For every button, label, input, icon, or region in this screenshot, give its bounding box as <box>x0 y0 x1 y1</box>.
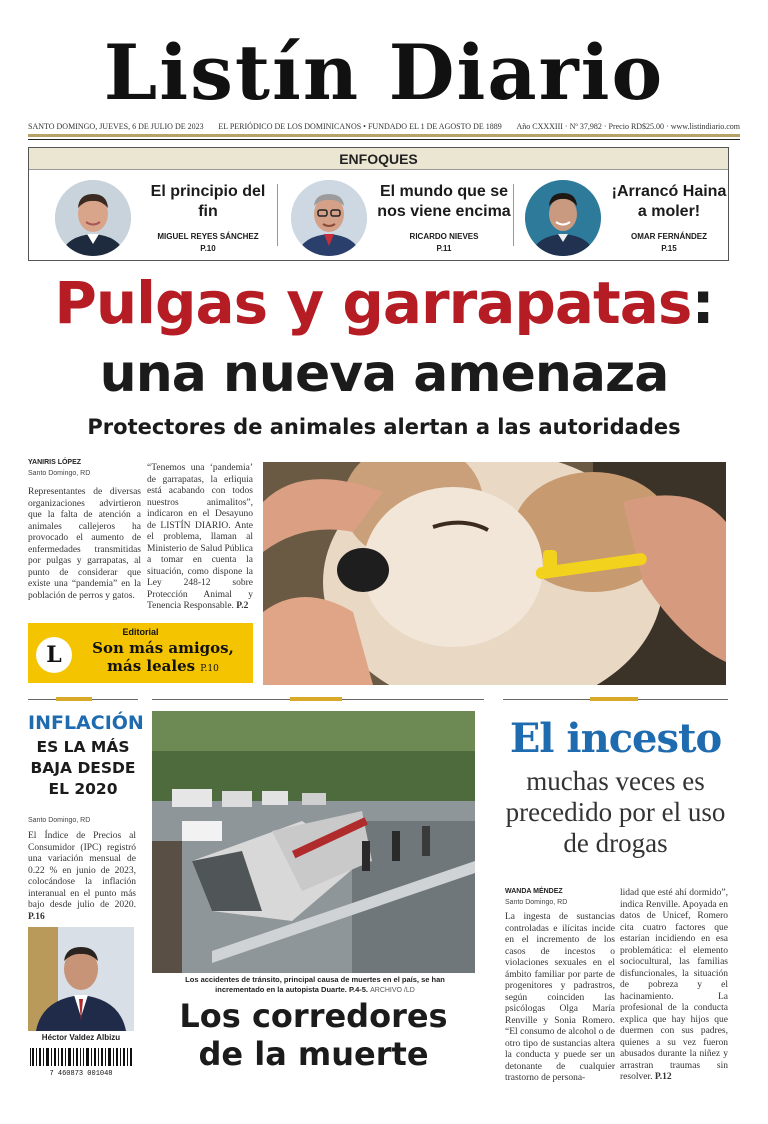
enfoque-column-1[interactable] <box>55 170 275 260</box>
lead-page-ref[interactable]: P.2 <box>236 601 249 611</box>
inflation-body-text: El Índice de Precios al Consumidor (IPC) registró una variación mensual de 0.22 % en junio de 2023, colocándose la inflación interanual en el punto más bajo desde julio de 2020. <box>28 831 136 910</box>
column-divider <box>513 184 514 246</box>
accident-photo <box>152 711 475 973</box>
section-accent <box>56 697 92 701</box>
hector-photo <box>28 927 134 1031</box>
barcode-number: 7 460873 001048 <box>49 1070 113 1078</box>
column-divider <box>277 184 278 246</box>
issue-date: SANTO DOMINGO, JUEVES, 6 DE JULIO DE 2023 <box>28 121 204 131</box>
masthead-rule <box>28 134 740 137</box>
masthead-title: Listín Diario <box>103 28 665 117</box>
incest-headline-blue[interactable]: El incesto <box>509 715 722 762</box>
avatar <box>291 180 367 256</box>
incest-column-1: La ingesta de sustancias controladas e ilícitas incide en el incremento de los casos de incestos o violaciones sexuales en el ámbito familiar por parte de progenitores y padrastros, según coinciden las psicólogas Olga María Renville y Sonia Romero. “El consumo de alcohol o de otro tipo de sustancias altera la conducta y puede ser un detonante de cualquier trastorno de persona- <box>505 912 615 1083</box>
inflation-headline[interactable]: ES LA MÁS BAJA DESDE EL 2020 <box>30 738 136 798</box>
avatar <box>55 180 131 256</box>
avatar <box>525 180 601 256</box>
enfoque-page: P.11 <box>436 244 452 253</box>
headline-red-text: Pulgas y garrapatas <box>54 269 692 337</box>
lead-paragraph-2 <box>147 463 253 613</box>
lead-headline-black[interactable]: una nueva amenaza <box>99 344 669 404</box>
barcode <box>28 1048 134 1078</box>
editorial-page: P.10 <box>200 664 219 674</box>
accident-caption <box>160 975 470 996</box>
inflation-body <box>28 831 136 923</box>
masthead-rule-thin <box>28 139 740 140</box>
lead-headline-red[interactable] <box>0 268 768 338</box>
editorial-label: Editorial <box>122 627 159 637</box>
masthead-tagline: EL PERIÓDICO DE LOS DOMINICANOS • FUNDADO EL 1 DE AGOSTO DE 1889 <box>218 121 502 131</box>
section-accent <box>590 697 638 701</box>
incest-headline-rest[interactable]: muchas veces es precedido por el uso de drogas <box>505 766 726 858</box>
enfoque-column-3[interactable] <box>525 170 725 260</box>
enfoque-title: El mundo que se nos viene encima <box>377 183 511 220</box>
editorial-title-text: Son más amigos, más leales <box>92 639 234 675</box>
enfoque-author: RICARDO NIEVES <box>409 232 479 241</box>
incest-page-ref[interactable]: P.12 <box>654 1072 672 1082</box>
incest-byline: WANDA MÉNDEZ <box>505 888 563 895</box>
incest-column-2 <box>620 888 728 1084</box>
enfoque-column-2[interactable] <box>291 170 511 260</box>
barcode-icon <box>28 1048 134 1066</box>
edition-info: Año CXXXIII · Nº 37,982 · Precio RD$25.00 · www.listindiario.com <box>516 121 740 131</box>
inflation-page-ref[interactable]: P.16 <box>28 911 45 922</box>
enfoques-label: ENFOQUES <box>29 148 728 170</box>
headline-colon: : <box>691 269 714 337</box>
accident-caption-text: Los accidentes de tránsito, principal causa de muertes en el país, se han incrementado en la autopista Duarte. P.4-5. <box>185 975 445 994</box>
lead-deck: Protectores de animales alertan a las autoridades <box>87 415 681 439</box>
incest-place: Santo Domingo, RD <box>505 899 568 906</box>
inflation-place: Santo Domingo, RD <box>28 817 91 824</box>
lead-paragraph-1: Representantes de diversas organizaciones advirtieron que la falta de atención a animales callejeros ha provocado el aumento de enfermedades transmitidas por pulgas y garrapatas, al punto de considerar que existe una “pandemia” en la población de perros y gatos. <box>28 487 141 601</box>
listin-logo-icon: L <box>36 637 72 673</box>
lead-paragraph-2-text: “Tenemos una ‘pandemia’ de garrapatas, la erliquia está acabando con todos nuestros animalitos”, indicaron en el Desayuno de LISTÍN DIARIO. Ante el problema, llaman al Ministerio de Salud Pública a tomar en cuenta la situación, como dispone la Ley 248-12 sobre Protección Animal y Tenencia Responsable. <box>147 463 253 611</box>
enfoque-page: P.10 <box>200 244 216 253</box>
section-accent <box>290 697 342 701</box>
enfoque-author: MIGUEL REYES SÁNCHEZ <box>157 232 259 241</box>
dateline <box>28 119 740 133</box>
lead-byline: YANIRIS LÓPEZ <box>28 459 82 466</box>
inflation-kicker[interactable]: INFLACIÓN <box>28 712 144 734</box>
enfoque-title: ¡Arrancó Haina a moler! <box>611 183 727 220</box>
enfoques-box <box>28 147 729 261</box>
incest-column-2-text: lidad que esté ahí dormido”, indica Renville. Apoyada en datos de Unicef, Romero cita cuatro factores que estarían incidiendo en esa problemática: el elemento sociocultural, las familias disfuncionales, la situación de pobreza y el hacinamiento. La profesional de la conducta explica que hay hijos que duermen con sus padres, quienes a su vez fueron abusados durante la niñez y arrastran traumas sin resolver. <box>620 888 728 1082</box>
photo-credit: ARCHIVO /LD <box>370 987 415 994</box>
accident-headline[interactable]: Los corredores de la muerte <box>179 997 448 1073</box>
enfoque-author: OMAR FERNÁNDEZ <box>631 232 707 241</box>
editorial-box[interactable] <box>28 623 253 683</box>
dog-tick-photo <box>263 462 726 685</box>
enfoque-title: El principio del fin <box>150 183 266 220</box>
lead-place: Santo Domingo, RD <box>28 470 91 477</box>
editorial-title <box>78 639 248 678</box>
enfoque-page: P.15 <box>661 244 677 253</box>
hector-caption: Héctor Valdez Albizu <box>41 1033 121 1042</box>
